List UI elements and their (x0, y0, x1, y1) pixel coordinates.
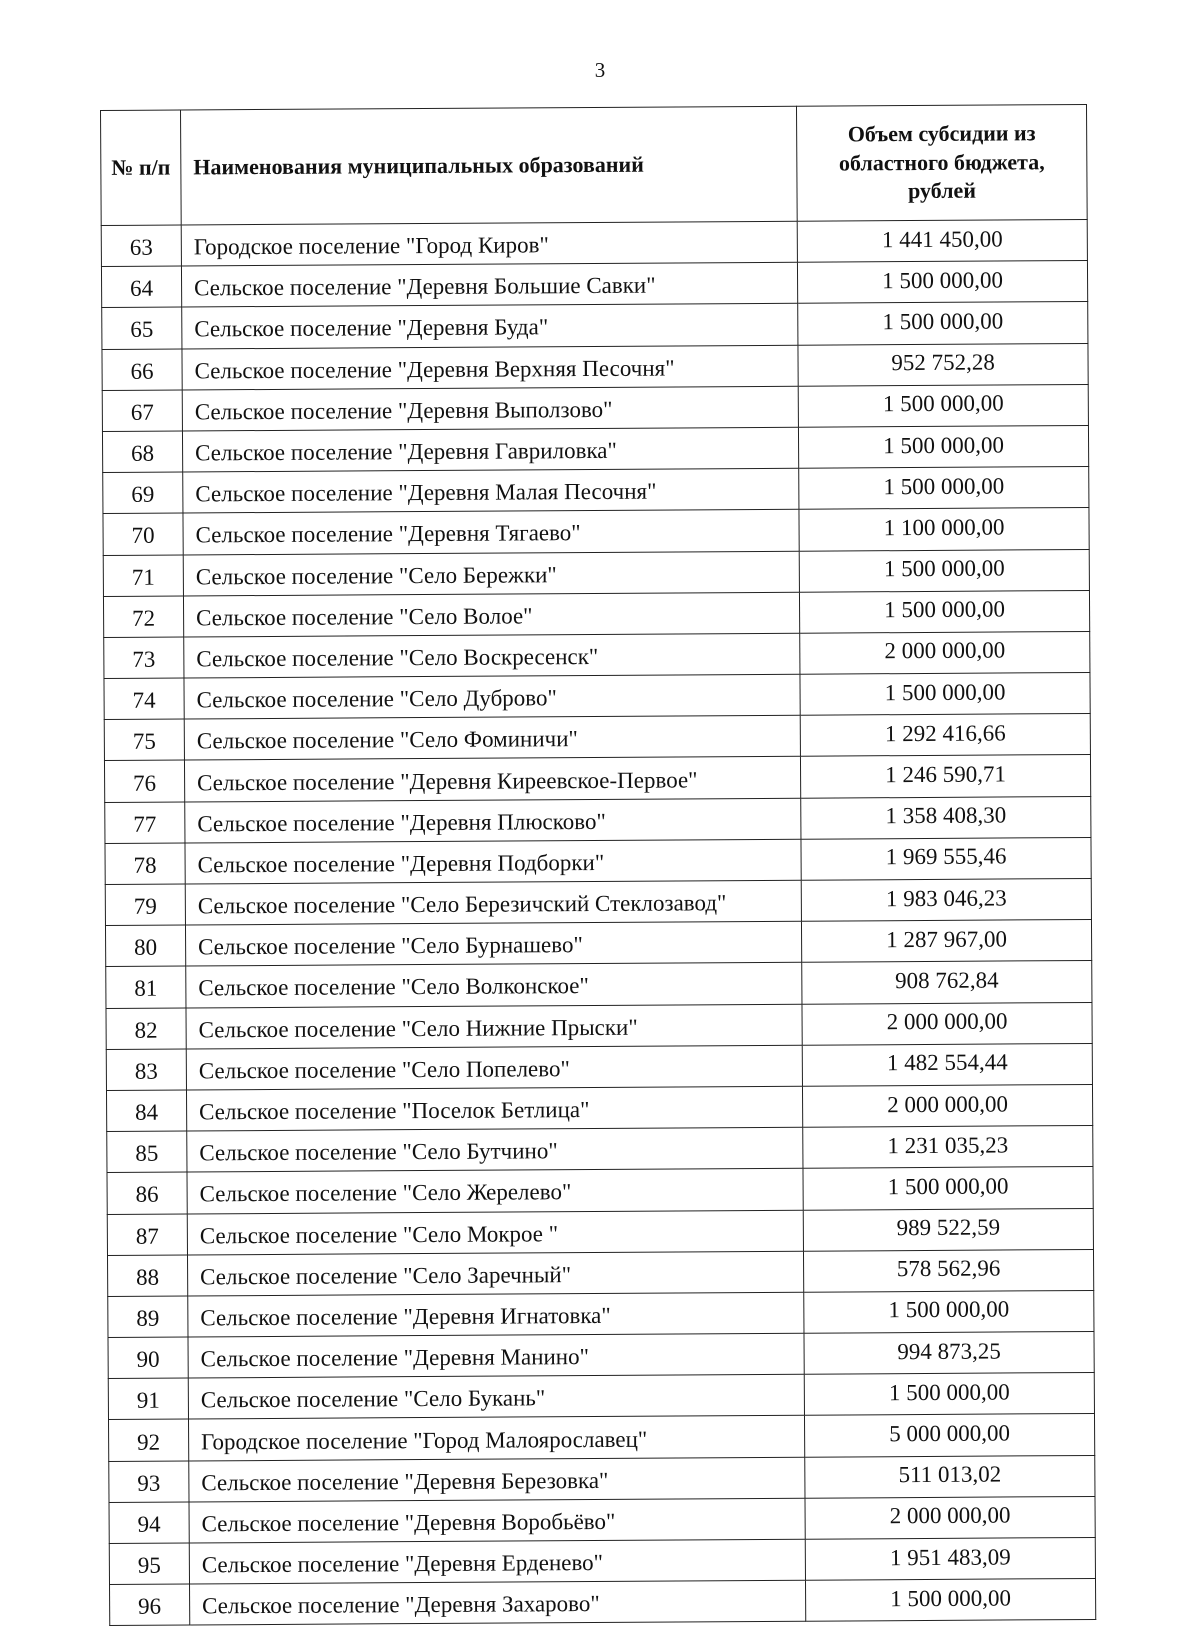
subsidy-amount: 1 292 416,66 (800, 714, 1090, 757)
municipality-name: Сельское поселение "Село Березичский Стеклозавод" (185, 880, 801, 925)
table-row (106, 1043, 1092, 1090)
table-body (101, 219, 1096, 1625)
municipality-name: Сельское поселение "Деревня Киреевское-Первое" (184, 757, 800, 802)
subsidy-amount: 1 482 554,44 (802, 1043, 1092, 1086)
table-row (107, 1167, 1093, 1214)
row-number: 83 (106, 1049, 186, 1091)
table-row (106, 961, 1092, 1008)
row-number: 77 (105, 802, 185, 844)
table-row (110, 1579, 1096, 1626)
row-number: 74 (104, 678, 184, 720)
row-number: 79 (105, 884, 185, 926)
subsidy-amount: 1 951 483,09 (805, 1537, 1095, 1580)
subsidy-amount: 578 562,96 (803, 1249, 1093, 1292)
table-row (102, 425, 1088, 472)
municipality-name: Сельское поселение "Село Бережки" (183, 551, 799, 596)
table-row (109, 1455, 1095, 1502)
table-row (104, 631, 1090, 678)
row-number: 71 (103, 554, 183, 596)
subsidy-amount: 1 246 590,71 (800, 755, 1090, 798)
row-number: 91 (108, 1378, 188, 1420)
header-row (101, 104, 1088, 225)
header-subsidy-amount: Объем субсидии из областного бюджета, рублей (796, 104, 1087, 221)
row-number: 85 (107, 1131, 187, 1173)
subsidy-amount: 1 500 000,00 (797, 261, 1087, 304)
table-row (105, 837, 1091, 884)
subsidy-table-wrapper (100, 104, 1096, 1626)
municipality-name: Сельское поселение "Деревня Игнатовка" (188, 1292, 804, 1337)
subsidy-table (100, 104, 1096, 1626)
table-row (106, 1002, 1092, 1049)
municipality-name: Сельское поселение "Деревня Малая Песочня" (183, 468, 799, 513)
municipality-name: Сельское поселение "Деревня Выползово" (182, 386, 798, 431)
municipality-name: Сельское поселение "Село Мокрое " (187, 1210, 803, 1255)
table-row (103, 549, 1089, 596)
row-number: 75 (104, 719, 184, 761)
row-number: 78 (105, 843, 185, 885)
row-number: 89 (108, 1296, 188, 1338)
row-number: 73 (104, 637, 184, 679)
municipality-name: Сельское поселение "Деревня Буда" (182, 304, 798, 349)
row-number: 90 (108, 1337, 188, 1379)
table-row (109, 1414, 1095, 1461)
municipality-name: Сельское поселение "Деревня Тягаево" (183, 510, 799, 555)
subsidy-amount: 1 231 035,23 (803, 1126, 1093, 1169)
table-row (107, 1126, 1093, 1173)
table-row (101, 261, 1087, 308)
row-number: 95 (109, 1543, 189, 1585)
table-row (102, 384, 1088, 431)
subsidy-amount: 1 500 000,00 (798, 384, 1088, 427)
header-municipality-name: Наименования муниципальных образований (181, 106, 798, 225)
row-number: 87 (107, 1213, 187, 1255)
table-row (109, 1537, 1095, 1584)
subsidy-amount: 2 000 000,00 (800, 631, 1090, 674)
row-number: 81 (106, 966, 186, 1008)
municipality-name: Сельское поселение "Село Нижние Прыски" (186, 1004, 802, 1049)
subsidy-amount: 994 873,25 (804, 1332, 1094, 1375)
municipality-name: Сельское поселение "Деревня Манино" (188, 1333, 804, 1378)
municipality-name: Сельское поселение "Деревня Березовка" (189, 1457, 805, 1502)
row-number: 80 (105, 925, 185, 967)
row-number: 64 (101, 266, 181, 308)
municipality-name: Сельское поселение "Село Попелево" (186, 1045, 802, 1090)
subsidy-amount: 1 500 000,00 (799, 590, 1089, 633)
subsidy-amount: 5 000 000,00 (804, 1414, 1094, 1457)
row-number: 88 (107, 1255, 187, 1297)
row-number: 96 (110, 1584, 190, 1626)
table-row (108, 1332, 1094, 1379)
municipality-name: Сельское поселение "Деревня Захарово" (190, 1580, 806, 1625)
table-row (105, 878, 1091, 925)
municipality-name: Сельское поселение "Село Букань" (188, 1374, 804, 1419)
subsidy-amount: 2 000 000,00 (802, 1002, 1092, 1045)
table-row (106, 1084, 1092, 1131)
subsidy-amount: 1 500 000,00 (798, 302, 1088, 345)
row-number: 63 (101, 225, 181, 267)
row-number: 68 (102, 431, 182, 473)
table-row (107, 1249, 1093, 1296)
table-row (102, 343, 1088, 390)
table-row (103, 467, 1089, 514)
row-number: 86 (107, 1172, 187, 1214)
subsidy-amount: 1 441 450,00 (797, 219, 1087, 262)
table-row (103, 590, 1089, 637)
table-row (101, 219, 1087, 266)
header-number: № п/п (101, 110, 182, 225)
table-row (102, 302, 1088, 349)
row-number: 92 (109, 1419, 189, 1461)
table-row (103, 508, 1089, 555)
row-number: 67 (102, 390, 182, 432)
row-number: 66 (102, 349, 182, 391)
municipality-name: Сельское поселение "Село Бурнашево" (185, 921, 801, 966)
row-number: 94 (109, 1502, 189, 1544)
municipality-name: Сельское поселение "Деревня Ерденево" (189, 1539, 805, 1584)
subsidy-amount: 2 000 000,00 (802, 1084, 1092, 1127)
row-number: 69 (103, 472, 183, 514)
page-number: 3 (594, 58, 606, 82)
subsidy-amount: 511 013,02 (805, 1455, 1095, 1498)
subsidy-amount: 952 752,28 (798, 343, 1088, 386)
municipality-name: Сельское поселение "Село Жерелево" (187, 1169, 803, 1214)
municipality-name: Сельское поселение "Деревня Плюсково" (185, 798, 801, 843)
subsidy-amount: 1 500 000,00 (798, 425, 1088, 468)
row-number: 76 (104, 760, 184, 802)
subsidy-amount: 1 500 000,00 (799, 467, 1089, 510)
municipality-name: Сельское поселение "Деревня Воробьёво" (189, 1498, 805, 1543)
municipality-name: Сельское поселение "Деревня Большие Савки" (181, 262, 797, 307)
table-row (105, 920, 1091, 967)
row-number: 84 (106, 1090, 186, 1132)
table-row (109, 1496, 1095, 1543)
subsidy-amount: 989 522,59 (803, 1208, 1093, 1251)
municipality-name: Сельское поселение "Село Воскресенск" (184, 633, 800, 678)
table-row (104, 755, 1090, 802)
subsidy-amount: 1 500 000,00 (799, 549, 1089, 592)
municipality-name: Сельское поселение "Деревня Гавриловка" (182, 427, 798, 472)
municipality-name: Сельское поселение "Село Волконское" (186, 963, 802, 1008)
municipality-name: Сельское поселение "Деревня Верхняя Песочня" (182, 345, 798, 390)
table-row (104, 673, 1090, 720)
municipality-name: Городское поселение "Город Малоярославец" (189, 1416, 805, 1461)
subsidy-amount: 1 500 000,00 (803, 1167, 1093, 1210)
municipality-name: Городское поселение "Город Киров" (181, 221, 797, 266)
table-row (104, 714, 1090, 761)
subsidy-amount: 1 500 000,00 (800, 673, 1090, 716)
row-number: 70 (103, 513, 183, 555)
subsidy-amount: 1 500 000,00 (804, 1373, 1094, 1416)
municipality-name: Сельское поселение "Село Дуброво" (184, 674, 800, 719)
subsidy-amount: 1 500 000,00 (804, 1290, 1094, 1333)
subsidy-amount: 1 500 000,00 (805, 1579, 1095, 1622)
subsidy-amount: 908 762,84 (802, 961, 1092, 1004)
table-header (101, 104, 1088, 225)
municipality-name: Сельское поселение "Село Волое" (183, 592, 799, 637)
row-number: 82 (106, 1008, 186, 1050)
subsidy-amount: 1 983 046,23 (801, 878, 1091, 921)
municipality-name: Сельское поселение "Село Бутчино" (187, 1127, 803, 1172)
table-row (105, 796, 1091, 843)
subsidy-amount: 1 287 967,00 (801, 920, 1091, 963)
row-number: 93 (109, 1461, 189, 1503)
municipality-name: Сельское поселение "Деревня Подборки" (185, 839, 801, 884)
municipality-name: Сельское поселение "Село Заречный" (187, 1251, 803, 1296)
municipality-name: Сельское поселение "Село Фоминичи" (184, 715, 800, 760)
row-number: 72 (103, 596, 183, 638)
municipality-name: Сельское поселение "Поселок Бетлица" (186, 1086, 802, 1131)
table-row (108, 1290, 1094, 1337)
table-row (108, 1373, 1094, 1420)
row-number: 65 (102, 307, 182, 349)
table-row (107, 1208, 1093, 1255)
subsidy-amount: 1 358 408,30 (801, 796, 1091, 839)
subsidy-amount: 1 100 000,00 (799, 508, 1089, 551)
subsidy-amount: 2 000 000,00 (805, 1496, 1095, 1539)
subsidy-amount: 1 969 555,46 (801, 837, 1091, 880)
